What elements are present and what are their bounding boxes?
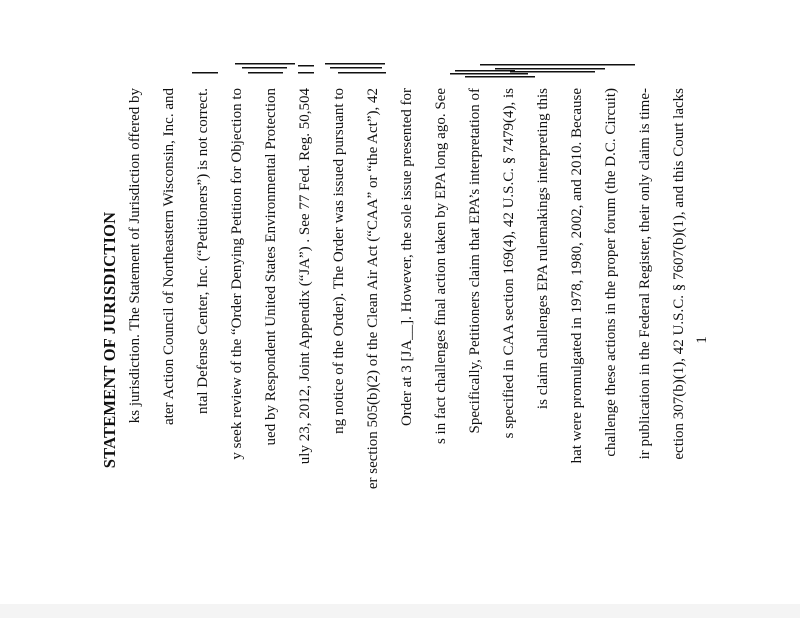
text-line: s in fact challenges final action taken by EPA long ago. See [433, 88, 449, 445]
text-line: Order at 3 [JA__]. However, the sole issue presented for [399, 88, 415, 427]
text-line: ir publication in the Federal Register, their only claim is time- [637, 88, 653, 460]
page-number: 1 [694, 336, 710, 344]
text-line: challenge these actions in the proper forum (the D.C. Circuit) [603, 88, 619, 457]
text-line: y seek review of the “Order Denying Petition for Objection to [229, 88, 245, 460]
text-line: er section 505(b)(2) of the Clean Air Act (“CAA” or “the Act”), 42 [365, 88, 381, 490]
text-line: ued by Respondent United States Environmental Protection [263, 88, 279, 446]
text-line: uly 23, 2012, Joint Appendix (“JA”) . See 77 Fed. Reg. 50,504 [297, 88, 313, 465]
rotated-document-page [100, 60, 710, 620]
text-line: hat were promulgated in 1978, 1980, 2002, and 2010. Because [569, 88, 585, 464]
text-line: ection 307(b)(1), 42 U.S.C. § 7607(b)(1), and this Court lacks [671, 88, 687, 460]
text-line: is claim challenges EPA rulemakings interpreting this [535, 88, 551, 410]
text-line: ng notice of the Order). The Order was issued pursuant to [331, 88, 347, 434]
text-line: Specifically, Petitioners claim that EPA’s interpretation of [467, 88, 483, 434]
text-line: s specified in CAA section 169(4), 42 U.S.C. § 7479(4), is [501, 88, 517, 439]
page-title: STATEMENT OF JURISDICTION [100, 211, 119, 469]
text-line: ater Action Council of Northeastern Wisconsin, Inc. and [161, 88, 177, 425]
text-line: ntal Defense Center, Inc. (“Petitioners”) is not correct. [195, 88, 211, 414]
text-line: ks jurisdiction. The Statement of Jurisdiction offered by [127, 88, 143, 424]
